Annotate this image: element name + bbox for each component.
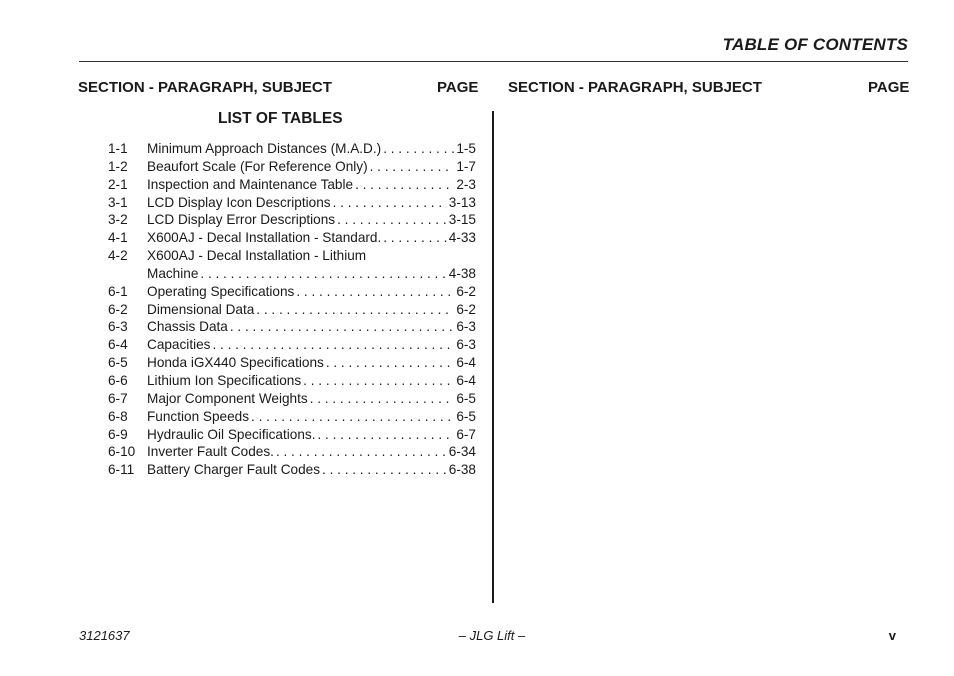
toc-entry[interactable]	[108, 194, 476, 212]
left-section-heading: SECTION - PARAGRAPH, SUBJECT	[78, 79, 332, 96]
dot-leader	[256, 301, 454, 319]
toc-entry-number: 6-4	[108, 337, 128, 353]
toc-entry-number: 6-6	[108, 372, 128, 388]
toc-entry-page: 6-7	[456, 426, 476, 442]
toc-entry-title-continued: Machine	[147, 265, 199, 281]
toc-entry[interactable]	[108, 408, 476, 426]
toc-entry-number: 1-2	[108, 158, 128, 174]
footer-publisher: – JLG Lift –	[458, 628, 526, 643]
toc-entry-title: Beaufort Scale (For Reference Only)	[147, 158, 368, 174]
dot-leader	[317, 426, 454, 444]
dot-leader	[333, 194, 447, 212]
page-title: TABLE OF CONTENTS	[722, 35, 908, 54]
dot-leader	[326, 354, 455, 372]
toc-entry-page: 6-34	[448, 444, 476, 460]
toc-entry-title: Lithium Ion Specifications	[147, 372, 302, 388]
toc-entry-page: 6-5	[456, 390, 476, 406]
toc-entry-title: Major Component Weights	[147, 390, 308, 406]
toc-entry[interactable]	[108, 140, 476, 158]
toc-entry-number: 6-11	[108, 462, 135, 478]
toc-entry-number: 6-8	[108, 408, 128, 424]
toc-entry[interactable]	[108, 158, 476, 176]
list-of-tables-heading: LIST OF TABLES	[218, 110, 343, 127]
toc-entry[interactable]	[108, 176, 476, 194]
toc-entry[interactable]	[108, 247, 476, 283]
dot-leader	[212, 336, 454, 354]
toc-entry-title: Minimum Approach Distances (M.A.D.)	[147, 141, 382, 156]
toc-entry-number: 3-1	[108, 194, 128, 210]
toc-entry-title: X600AJ - Decal Installation - Lithium	[147, 248, 367, 264]
toc-entry[interactable]	[108, 318, 476, 336]
dot-leader	[322, 461, 447, 479]
toc-entry[interactable]	[108, 336, 476, 354]
toc-entry-page: 3-15	[448, 212, 476, 228]
toc-entry-page: 6-2	[456, 301, 476, 317]
toc-entry-page: 3-13	[448, 194, 476, 210]
toc-entry-title: Operating Specifications	[147, 283, 295, 299]
toc-entry-number: 6-3	[108, 319, 128, 335]
dot-leader	[296, 283, 454, 301]
toc-entry-page: 4-38	[448, 265, 476, 281]
toc-entry-title: Function Speeds	[147, 408, 250, 424]
toc-entry-title: Inverter Fault Codes.	[147, 444, 274, 460]
toc-entry-page: 6-2	[456, 283, 476, 299]
toc-entry-title: Dimensional Data	[147, 301, 255, 317]
footer-doc-number: 3121637	[79, 628, 130, 643]
toc-entry-page: 6-3	[456, 319, 476, 335]
header-divider	[79, 61, 908, 62]
footer-page-number: v	[888, 628, 896, 643]
toc-entry-page: 6-38	[448, 462, 476, 478]
toc-entry-page: 2-3	[456, 176, 476, 192]
toc-entry[interactable]	[108, 390, 476, 408]
toc-entry-page: 6-4	[456, 355, 476, 371]
toc-entry-title: LCD Display Error Descriptions	[147, 212, 336, 228]
toc-entry-number: 6-5	[108, 355, 128, 371]
toc-entry[interactable]	[108, 443, 476, 461]
toc-entry-title: Hydraulic Oil Specifications.	[147, 426, 316, 442]
toc-entry-number: 6-1	[108, 283, 128, 299]
toc-entry[interactable]	[108, 283, 476, 301]
dot-leader	[337, 211, 447, 229]
toc-entry[interactable]	[108, 372, 476, 390]
toc-entry[interactable]	[108, 461, 476, 479]
toc-entry-number: 6-10	[108, 444, 136, 460]
toc-entry-page: 6-3	[456, 337, 476, 353]
toc-entry-title: Battery Charger Fault Codes	[147, 462, 321, 478]
toc-entry-page: 6-4	[456, 372, 476, 388]
toc-entry-number: 2-1	[108, 176, 128, 192]
toc-entry-number: 6-7	[108, 390, 128, 406]
toc-entry[interactable]	[108, 229, 476, 247]
toc-entry[interactable]	[108, 354, 476, 372]
toc-entry-page: 6-5	[456, 408, 476, 424]
toc-entry-title: X600AJ - Decal Installation - Standard.	[147, 230, 382, 246]
toc-entry-title: Chassis Data	[147, 319, 228, 335]
dot-leader	[251, 408, 454, 426]
toc-entry-title: Capacities	[147, 337, 211, 353]
right-page-heading: PAGE	[868, 79, 910, 96]
table-of-contents-list	[108, 140, 476, 479]
dot-leader	[303, 372, 454, 390]
toc-entry-number: 6-2	[108, 301, 128, 317]
toc-entry-page: 4-33	[448, 230, 476, 246]
toc-entry-title: Honda iGX440 Specifications	[147, 355, 324, 371]
toc-entry[interactable]	[108, 301, 476, 319]
toc-entry[interactable]	[108, 426, 476, 444]
dot-leader	[355, 176, 454, 194]
toc-entry-number: 3-2	[108, 212, 128, 228]
dot-leader	[383, 140, 454, 158]
toc-entry-title: LCD Display Icon Descriptions	[147, 194, 331, 210]
toc-entry-page: 1-7	[456, 158, 476, 174]
dot-leader	[230, 318, 455, 336]
toc-entry-page: 1-5	[456, 141, 476, 156]
column-divider	[492, 111, 494, 603]
toc-entry-number: 1-1	[108, 141, 128, 156]
toc-entry-number: 6-9	[108, 426, 128, 442]
toc-entry-title: Inspection and Maintenance Table	[147, 176, 354, 192]
dot-leader	[276, 443, 447, 461]
right-section-heading: SECTION - PARAGRAPH, SUBJECT	[508, 79, 762, 96]
dot-leader	[370, 158, 455, 176]
left-page-heading: PAGE	[437, 79, 479, 96]
dot-leader	[310, 390, 455, 408]
dot-leader	[200, 265, 446, 283]
dot-leader	[383, 229, 447, 247]
toc-entry-number: 4-1	[108, 230, 128, 246]
toc-entry[interactable]	[108, 211, 476, 229]
toc-entry-number: 4-2	[108, 248, 128, 264]
